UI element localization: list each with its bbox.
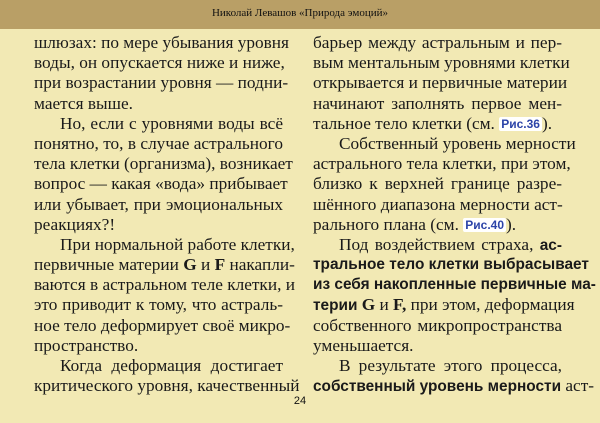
text-segment: и [196,255,215,275]
text-line: это приводит к тому, что астраль- [34,295,283,315]
text-line: понятно, то, в случае астрального [34,133,283,153]
text-line [313,114,562,134]
text-line: или убывает, при эмоциональных [34,194,283,214]
header-bar [0,0,600,29]
text-line: критического уровня, качественный [34,376,300,396]
text-line [313,215,562,235]
emphasis-line: из себя накопленные первичные ма- [313,276,596,294]
running-header: Николай Левашов «Природа эмоций» [211,7,389,19]
matter-f-label: F [214,255,226,275]
text-line: пространство. [34,335,139,355]
text-segment: и [375,295,394,315]
text-line: астрального тела клетки, при этом, [313,154,571,174]
text-line: Когда деформация достигает [60,356,283,375]
text-line: При нормальной работе клетки, [60,234,295,254]
text-line: ваются в астральном теле клетки, и [34,275,295,295]
text-line: Собственный уровень мерности [339,133,576,153]
text-line: В результате этого процесса, [339,356,562,375]
text-line [34,255,295,275]
text-line: мается выше. [34,93,133,113]
text-line: воды, он опускается ниже и ниже, [34,53,285,73]
emphasis-line: тральное тело клетки выбрасывает [313,256,589,274]
text-line: барьер между астральным и пер- [313,33,562,52]
right-column [313,33,596,396]
text-line [313,295,575,315]
text-line: собственного микропространства [313,315,562,335]
text-line [313,235,562,255]
text-line: ное тело деформирует своё микро- [34,315,291,335]
text-line: уменьшается. [313,335,414,355]
text-segment: рального плана (см. [313,214,464,234]
figure-ref-link[interactable]: Рис.36 [501,116,540,131]
text-line: при возрастании уровня — подни- [34,73,289,93]
text-line: вым ментальным уровнями клетки [313,53,570,73]
text-segment: при этом, деформация [406,295,575,315]
text-line: близко к верхней границе разре- [313,174,562,194]
text-line: вопрос — какая «вода» прибывает [34,174,288,194]
text-segment: первичные материи [34,255,184,275]
text-line: начинают заполнять первое мен- [313,93,562,113]
matter-g-label: G [361,295,376,315]
figure-ref-link[interactable]: Рис.40 [465,217,505,232]
text-segment: ). [541,113,553,133]
text-segment: Под воздействием страха, [339,234,540,254]
emphasis-text: собственный уровень мерности [313,378,562,396]
text-segment: накапли- [225,255,295,275]
text-line: шённого диапазона мерности аст- [313,194,563,214]
text-line: открывается и первичные материи [313,73,568,93]
text-line: реакциях?! [34,214,116,234]
text-segment: тальное тело клетки (см. [313,113,500,133]
text-segment: ). [506,214,517,234]
page-number: 24 [293,395,307,407]
text-line: Но, если с уровнями воды всё [60,113,283,133]
matter-g-label: G [183,255,197,275]
text-segment: аст- [561,376,595,396]
text-line: шлюзах: по мере убывания уровня [34,33,290,52]
emphasis-text: ас- [539,236,562,254]
text-line: тела клетки (организма), возникает [34,154,293,174]
matter-f-label: F, [393,295,407,315]
text-line [313,376,595,396]
emphasis-text: терии [313,297,362,315]
left-column [34,33,300,396]
